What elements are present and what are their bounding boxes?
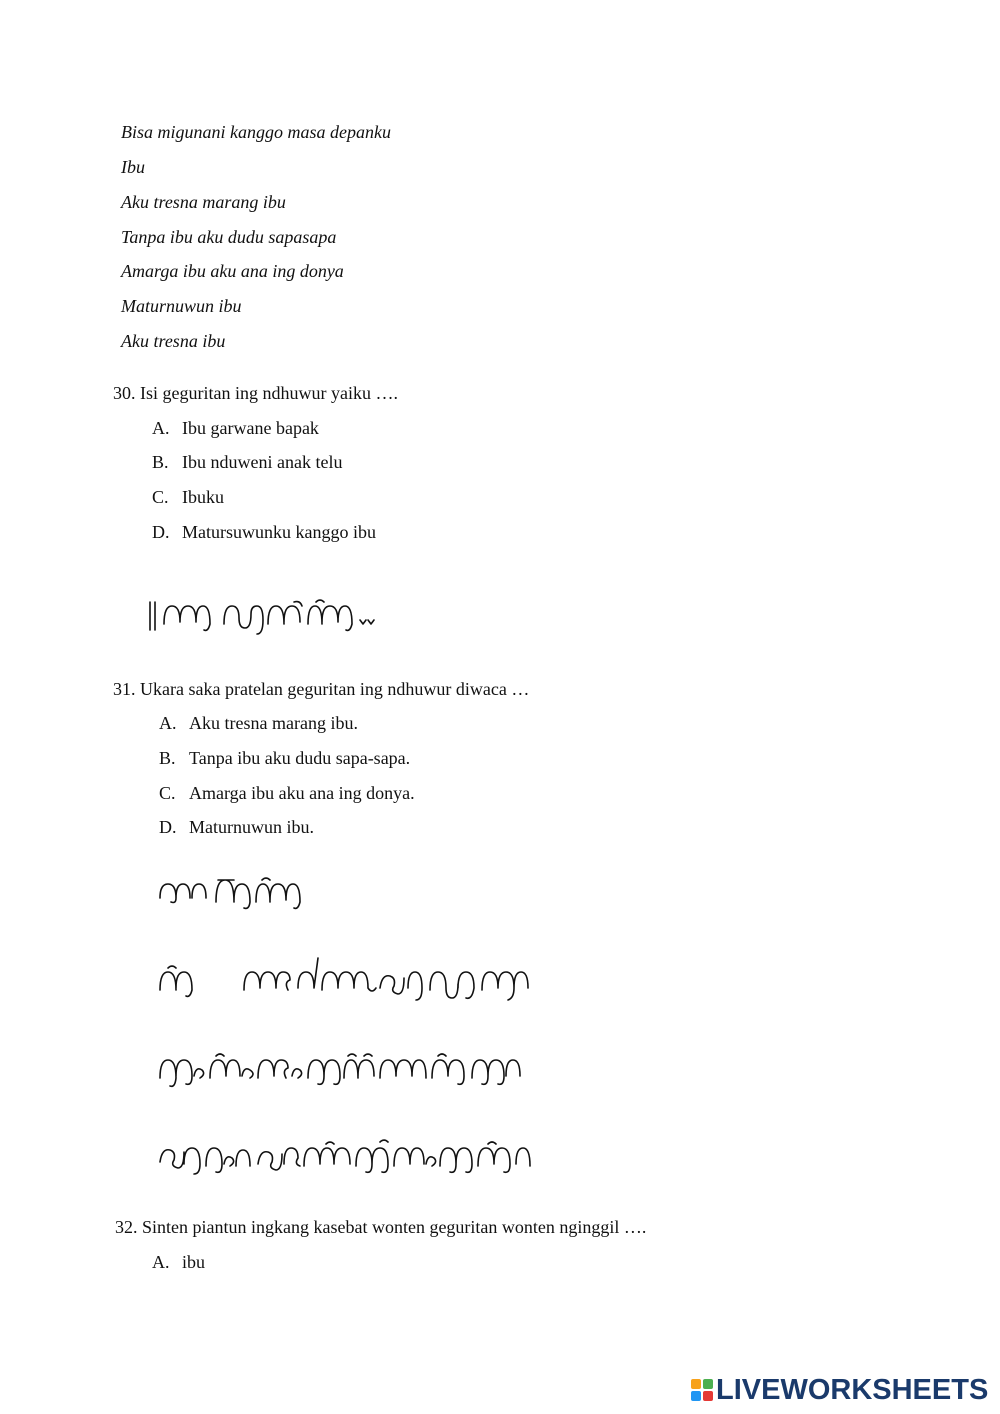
option-letter: A. xyxy=(159,713,177,733)
option-c[interactable] xyxy=(152,487,224,508)
option-letter: B. xyxy=(152,452,169,472)
option-letter: A. xyxy=(152,1252,170,1272)
option-text: Maturnuwun ibu. xyxy=(189,817,314,837)
liveworksheets-logo xyxy=(690,1374,988,1406)
option-text: Ibu nduweni anak telu xyxy=(182,452,343,472)
option-letter: D. xyxy=(159,817,177,837)
option-letter: C. xyxy=(159,783,176,803)
option-a[interactable] xyxy=(152,1252,205,1273)
poem-line: Bisa migunani kanggo masa depanku xyxy=(121,122,391,142)
option-letter: C. xyxy=(152,487,169,507)
logo-square xyxy=(703,1391,713,1401)
option-text: Matursuwunku kanggo ibu xyxy=(182,522,376,542)
option-text: Amarga ibu aku ana ing donya. xyxy=(189,783,415,803)
option-text: Ibu garwane bapak xyxy=(182,418,319,438)
option-text: Ibuku xyxy=(182,487,224,507)
logo-text: LIVEWORKSHEETS xyxy=(716,1373,989,1406)
poem-line: Aku tresna marang ibu xyxy=(121,192,286,212)
javanese-script-line xyxy=(158,958,538,1004)
poem-line: Maturnuwun ibu xyxy=(121,296,242,316)
javanese-script-line xyxy=(158,1134,538,1180)
option-b[interactable] xyxy=(152,452,342,473)
option-a[interactable] xyxy=(152,418,319,439)
question-text: 30. Isi geguritan ing ndhuwur yaiku …. xyxy=(113,383,398,403)
poem-line: Ibu xyxy=(121,157,145,177)
option-d[interactable] xyxy=(159,817,314,838)
option-letter: D. xyxy=(152,522,170,542)
logo-square xyxy=(691,1391,701,1401)
option-text: Tanpa ibu aku dudu sapa-sapa. xyxy=(189,748,411,768)
option-text: Aku tresna marang ibu. xyxy=(189,713,358,733)
poem-line: Amarga ibu aku ana ing donya xyxy=(121,261,344,281)
javanese-script-line xyxy=(148,594,388,639)
question-text: 32. Sinten piantun ingkang kasebat wonten geguritan wonten nginggil …. xyxy=(115,1217,647,1237)
question-text: 31. Ukara saka pratelan geguritan ing ndhuwur diwaca … xyxy=(113,679,530,699)
javanese-script-line xyxy=(158,1046,528,1092)
option-d[interactable] xyxy=(152,522,376,543)
option-text: ibu xyxy=(182,1252,206,1272)
logo-square xyxy=(691,1379,701,1389)
option-letter: B. xyxy=(159,748,176,768)
logo-icon xyxy=(690,1378,714,1402)
option-b[interactable] xyxy=(159,748,410,769)
logo-square xyxy=(703,1379,713,1389)
option-letter: A. xyxy=(152,418,170,438)
option-c[interactable] xyxy=(159,783,415,804)
javanese-script-line xyxy=(158,872,318,914)
option-a[interactable] xyxy=(159,713,358,734)
poem-line: Aku tresna ibu xyxy=(121,331,226,351)
poem-line: Tanpa ibu aku dudu sapasapa xyxy=(121,227,337,247)
